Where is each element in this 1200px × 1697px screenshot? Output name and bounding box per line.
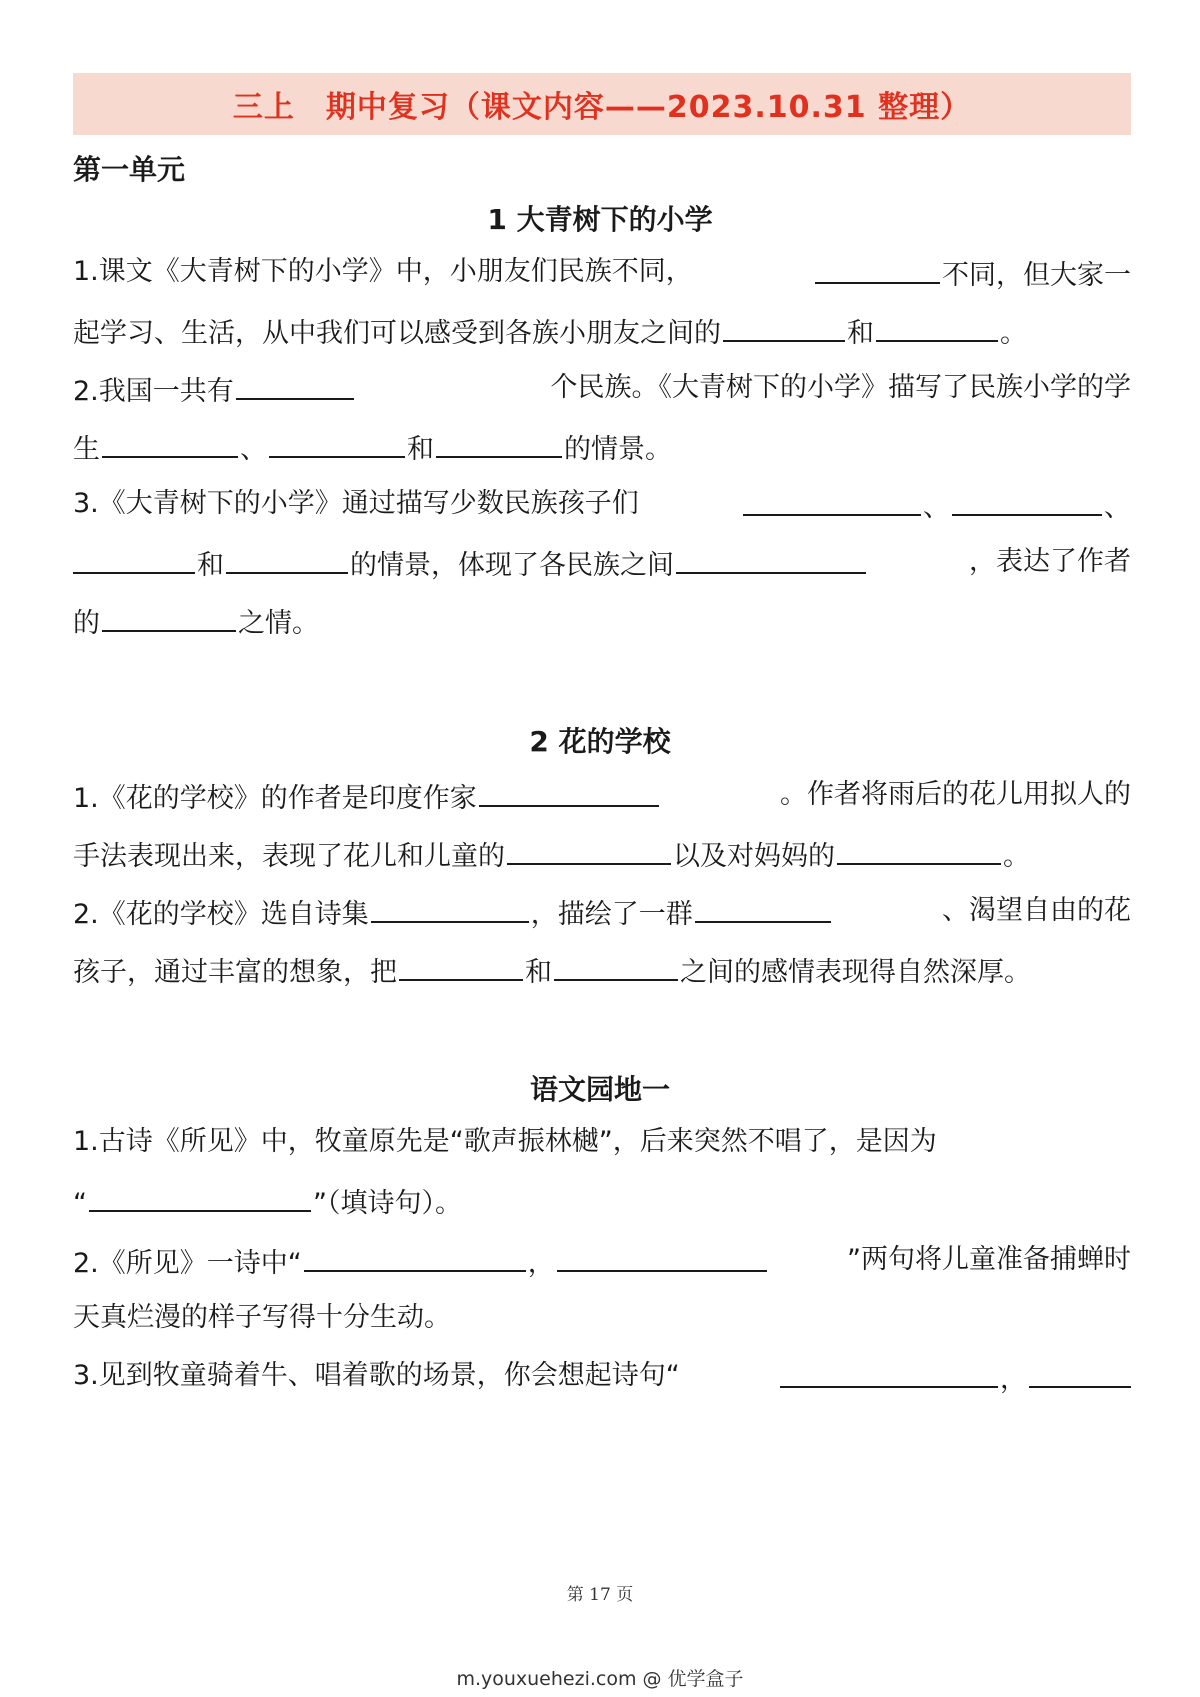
answer-blank[interactable] [436,426,562,458]
lesson1-q1-line1: 1.课文《大青树下的小学》中，小朋友们民族不同， 不同，但大家一 [73,252,1131,296]
answer-blank[interactable] [371,891,529,923]
lesson2-heading: 2 花的学校 [529,725,671,758]
answer-blank[interactable] [73,542,195,574]
answer-blank[interactable] [876,310,998,342]
answer-blank[interactable] [226,542,348,574]
page-title: 三上 期中复习（课文内容——2023.10.31 整理） [232,90,972,125]
lesson1-q2-line2: 生 、 和 的情景。 [73,426,1131,470]
garden-q1-line1: 1.古诗《所见》中，牧童原先是“歌声振林樾”，后来突然不唱了，是因为 [73,1126,937,1157]
answer-blank[interactable] [304,1240,526,1272]
answer-blank[interactable] [102,600,236,632]
answer-blank[interactable] [507,833,671,865]
answer-blank[interactable] [723,310,845,342]
unit-heading: 第一单元 [73,153,186,186]
answer-blank[interactable] [557,1240,767,1272]
answer-blank[interactable] [815,252,940,284]
page-number: 第 17 页 [566,1585,634,1605]
answer-blank[interactable] [554,949,678,981]
lesson1-q3-line3: 的 之情。 [73,600,1131,644]
lesson2-q1-line1: 1.《花的学校》的作者是印度作家 。作者将雨后的花儿用拟人的 [73,775,1131,819]
lesson2-q2-line2: 孩子，通过丰富的想象，把 和 之间的感情表现得自然深厚。 [73,949,1131,993]
answer-blank[interactable] [399,949,523,981]
lesson1-q3-line1: 3.《大青树下的小学》通过描写少数民族孩子们 、 、 [73,484,1131,528]
answer-blank[interactable] [269,426,405,458]
answer-blank[interactable] [695,891,831,923]
lesson1-heading: 1 大青树下的小学 [487,203,713,236]
lesson2-q2-line1: 2.《花的学校》选自诗集 ，描绘了一群 、渴望自由的花 [73,891,1131,935]
answer-blank[interactable] [89,1180,311,1212]
answer-blank[interactable] [837,833,1001,865]
answer-blank[interactable] [743,484,921,516]
site-watermark: m.youxuehezi.com @ 优学盒子 [456,1668,744,1690]
page-title-bar [73,73,1131,135]
lesson1-q2-line1: 2.我国一共有 个民族。《大青树下的小学》描写了民族小学的学 [73,368,1131,412]
lesson2-q1-line2: 手法表现出来，表现了花儿和儿童的 以及对妈妈的 。 [73,833,1131,877]
answer-blank[interactable] [479,775,659,807]
lesson1-q3-line2: 和 的情景，体现了各民族之间 ，表达了作者 [73,542,1131,586]
answer-blank[interactable] [236,368,354,400]
answer-blank[interactable] [780,1356,998,1388]
lesson1-q1-line2: 起学习、生活，从中我们可以感受到各族小朋友之间的 和 。 [73,310,1131,354]
answer-blank[interactable] [1029,1356,1131,1388]
answer-blank[interactable] [676,542,866,574]
answer-blank[interactable] [102,426,238,458]
garden-q2-line1: 2.《所见》一诗中“ ， ”两句将儿童准备捕蝉时 [73,1240,1131,1284]
garden-heading: 语文园地一 [529,1073,670,1106]
garden-q2-line2: 天真烂漫的样子写得十分生动。 [73,1302,451,1333]
answer-blank[interactable] [952,484,1102,516]
garden-q3-line1: 3.见到牧童骑着牛、唱着歌的场景，你会想起诗句“ ， [73,1356,1131,1400]
garden-q1-line2: “ ”（填诗句）。 [73,1180,1131,1224]
